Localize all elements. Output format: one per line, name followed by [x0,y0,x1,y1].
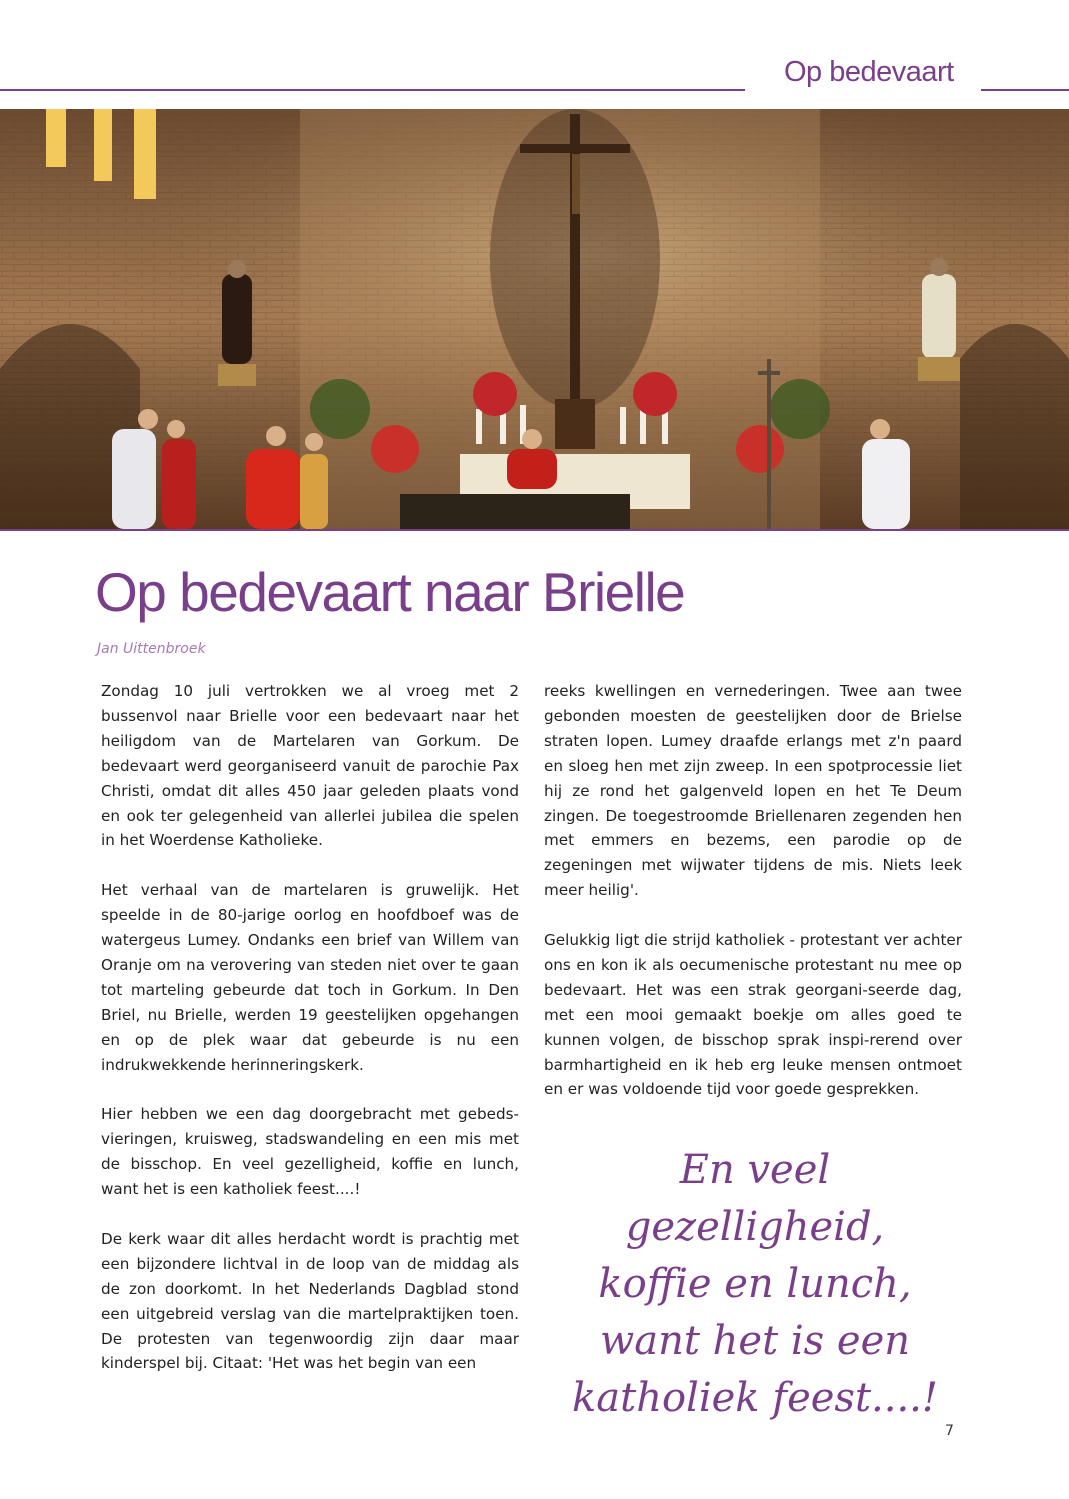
paragraph: Het verhaal van de martelaren is gruwelijk. Het speelde in de 80-jarige oorlog en hoofdboef was de watergeus Lumey. Ondanks een brief van Willem van Oranje om na verovering van steden niet over te gaan tot marteling gebeurde dat toch in Gorkum. In Den Briel, nu Brielle, werden 19 geestelijken opgehangen en op de plek waar dat gebeurde is nu een indrukwekkende herinneringskerk. [101,881,519,1074]
right-arch [960,324,1069,529]
pull-quote: En veel gezelligheid, koffie en lunch, want het is een katholiek feest....! [572,1147,938,1421]
page-number: 7 [945,1423,954,1439]
church-altar-photo [0,109,1069,531]
article-column-left [101,679,519,1401]
paragraph: Zondag 10 juli vertrokken we al vroeg met 2 bussenvol naar Brielle voor een bedevaart naar het heiligdom van de Martelaren van Gorkum. De bedevaart werd georganiseerd vanuit de parochie Pax Christi, omdat dit alles 450 jaar geleden plaats vond en ook ter gelegenheid van allerlei jubilea die spelen in het Woerdense Katholieke. [101,682,519,850]
article-title: Op bedevaart naar Brielle [95,561,685,623]
paragraph: Hier hebben we een dag doorgebracht met gebeds-vieringen, kruisweg, stadswandeling en een mis met de bisschop. En veel gezelligheid, koffie en lunch, want het is een katholiek feest....! [101,1105,519,1199]
section-label: Op bedevaart [784,56,954,88]
article-column-right [544,679,962,1127]
paragraph: Gelukkig ligt die strijd katholiek - protestant ver achter ons en kon ik als oecumenische protestant nu mee op bedevaart. Het was een strak georgani-seerde dag, met een mooi gemaakt boekje om alles goed te kunnen volgen, de bisschop sprak inspi-rerend over barmhartigheid en ik heb erg leuke mensen ontmoet en er was voldoende tijd voor goede gesprekken. [544,931,962,1099]
paragraph: De kerk waar dit alles herdacht wordt is prachtig met een bijzondere lichtval in de loop van de middag als de zon doorkomt. In het Nederlands Dagblad stond een uitgebreid verslag van die martelpraktijken toen. De protesten van tegenwoordig zijn daar maar kinderspel bij. Citaat: 'Het was het begin van een [101,1229,519,1373]
header-rule-left [0,89,745,91]
header-rule-right [981,89,1069,91]
article-author: Jan Uittenbroek [97,641,206,657]
paragraph: reeks kwellingen en vernederingen. Twee aan twee gebonden moesten de geestelijken door de Brielse straten lopen. Lumey draafde erlangs met z'n paard en sloeg hen met zijn zweep. In een spotprocessie liet hij ze rond het galgenveld lopen en het Te Deum zingen. De toegestroomde Briellenaren zegenden hen met emmers en bezems, een parodie op de zegeningen met wijwater tijdens de mis. Niets leek meer heilig'. [544,682,962,900]
statue-left [218,260,256,386]
